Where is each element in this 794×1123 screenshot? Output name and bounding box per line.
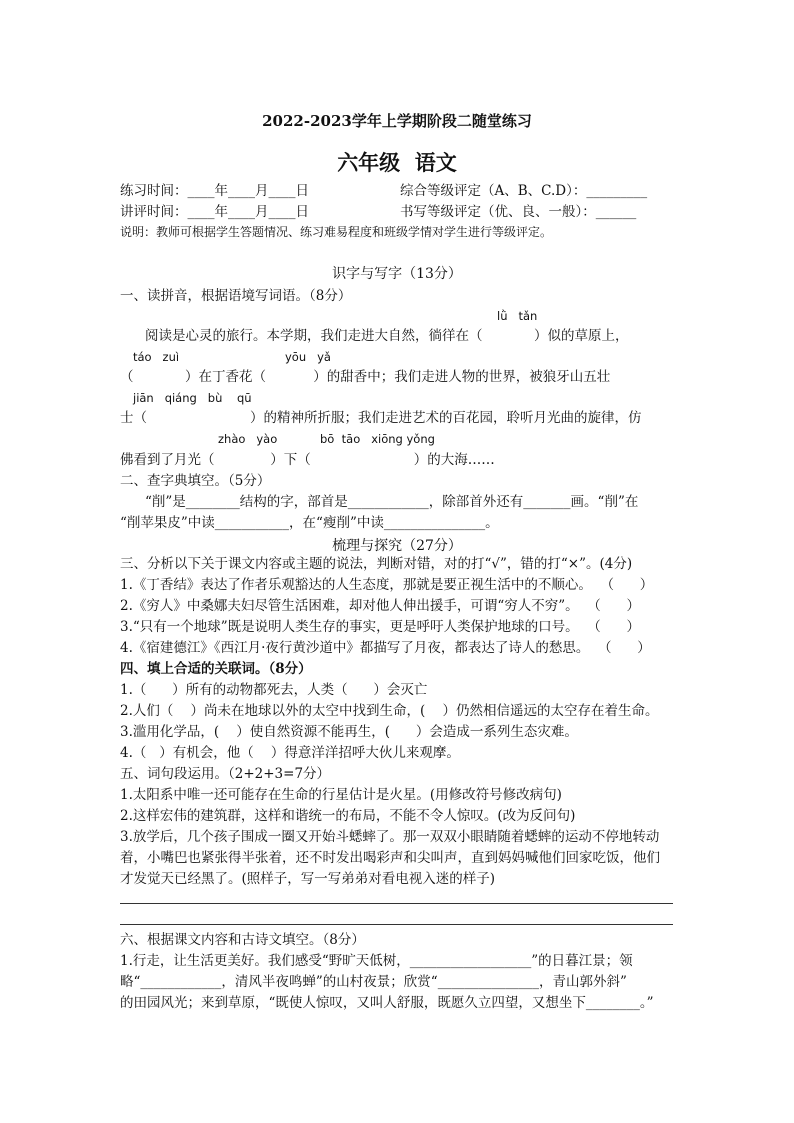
pinyin-youya: yōu yǎ <box>285 350 331 364</box>
q1-heading: 一、读拼音，根据语境写词语。（8分） <box>120 288 352 304</box>
q2-heading: 二、查字典填空。（5分） <box>120 473 271 489</box>
q5-item: 才发觉天已经黑了。(照样子，写一写弟弟对看电视入迷的样子) <box>120 871 496 887</box>
exam-subtitle: 六年级 语文 <box>337 150 457 175</box>
pinyin-jianqiangbuqu: jiān qiáng bù qū <box>133 391 252 405</box>
q3-item: 4.《宿建德江》《西江月·夜行黄沙道中》都描写了月夜，都表达了诗人的愁思。 （ ） <box>120 640 651 656</box>
q5-item: 2.这样宏伟的建筑群，这样和谐统一的布局，不能不令人惊叹。(改为反问句) <box>120 808 576 824</box>
q4-item: 1.（ ）所有的动物都死去，人类（ ）会灭亡 <box>120 682 428 698</box>
q6-item: 1.行走，让生活更美好。我们感受“野旷天低树，__________________”的日暮江景；领 <box>120 953 633 969</box>
q4-item: 2.人们（ ）尚未在地球以外的太空中找到生命，( ）仍然相信遥远的太空存在着生命。 <box>120 703 659 719</box>
q5-item: 3.放学后，几个孩子围成一圈又开始斗蟋蟀了。那一双双小眼睛随着蟋蟀的运动不停地转动 <box>120 829 660 845</box>
q1-line-2: （ ）在丁香花（ ）的甜香中；我们走进人物的世界，被狼牙山五壮 <box>120 369 611 385</box>
overall-grade: 综合等级评定（A、B、C.D）：_________ <box>400 183 648 199</box>
q3-item: 3.“只有一个地球”既是说明人类生存的事实，更是呼吁人类保护地球的口号。 （ ） <box>120 619 641 635</box>
q5-heading: 五、词句段运用。（2+2+3=7分） <box>120 766 331 782</box>
grading-note: 说明：教师可根据学生答题情况、练习难易程度和班级学情对学生进行等级评定。 <box>120 225 553 239</box>
q2-line-2: “削苹果皮”中读___________，在“瘦削”中读_______________。 <box>120 515 499 531</box>
q5-item: 着，小嘴巴也紧张得半张着，还不时发出喝彩声和尖叫声，直到妈妈喊他们回家吃饭，他们 <box>120 850 660 866</box>
q5-item: 1.太阳系中唯一还可能存在生命的行星估计是火星。(用修改符号修改病句) <box>120 787 562 803</box>
q1-line-3: 士（ ）的精神所折服；我们走进艺术的百花园，聆听月光曲的旋律，仿 <box>120 410 642 426</box>
q6-heading: 六、根据课文内容和古诗文填空。（8分） <box>120 932 365 948</box>
q3-item: 2.《穷人》中桑娜夫妇尽管生活困难，却对他人伸出援手，可谓“穷人不穷”。 （ ） <box>120 598 641 614</box>
q4-heading: 四、填上合适的关联词。（8分） <box>120 661 312 677</box>
q3-heading: 三、分析以下关于课文内容或主题的说法，判断对错，对的打“√”，错的打“×”。(4分) <box>120 556 633 572</box>
q3-item: 1.《丁香结》表达了作者乐观豁达的人生态度，那就是要正视生活中的不顺心。 （ ） <box>120 577 654 593</box>
answer-line[interactable] <box>120 903 673 904</box>
pinyin-taozui: táo zuì <box>133 350 180 364</box>
answer-line[interactable] <box>120 924 673 925</box>
section-title-review: 梳理与探究（27分） <box>332 538 462 554</box>
pinyin-botaoxiongyong: bō tāo xiōng yǒng <box>320 432 435 446</box>
q6-item: 的田园风光；来到草原，“既使人惊叹，又叫人舒服，既愿久立四望，又想坐下________。” <box>120 995 654 1011</box>
q2-line-1: “削”是________结构的字，部首是____________，除部首外还有_______画。“削”在 <box>145 494 639 510</box>
pinyin-zhaoyao: zhào yào <box>218 432 278 446</box>
pinyin-lvtan: lǜ tǎn <box>497 309 538 323</box>
q6-item: 略“____________，清风半夜鸣蝉”的山村夜景；欣赏“_______________，青山郭外斜” <box>120 974 627 990</box>
writing-grade: 书写等级评定（优、良、一般）：______ <box>400 204 637 220</box>
exam-title: 2022-2023学年上学期阶段二随堂练习 <box>262 112 532 130</box>
section-title-literacy: 识字与写字（13分） <box>332 266 462 282</box>
q4-item: 4.（ ）有机会，他（ ）得意洋洋招呼大伙儿来观摩。 <box>120 745 460 761</box>
q1-line-1: 阅读是心灵的旅行。本学期，我们走进大自然，徜徉在（ ）似的草原上， <box>145 328 629 344</box>
q1-line-4: 佛看到了月光（ ）下（ ）的大海…… <box>120 452 495 468</box>
q4-item: 3.滥用化学品，( ）使自然资源不能再生，( ）会造成一系列生态灾难。 <box>120 724 578 740</box>
review-time: 讲评时间：____年____月____日 <box>120 204 309 220</box>
practice-time: 练习时间：____年____月____日 <box>120 183 309 199</box>
